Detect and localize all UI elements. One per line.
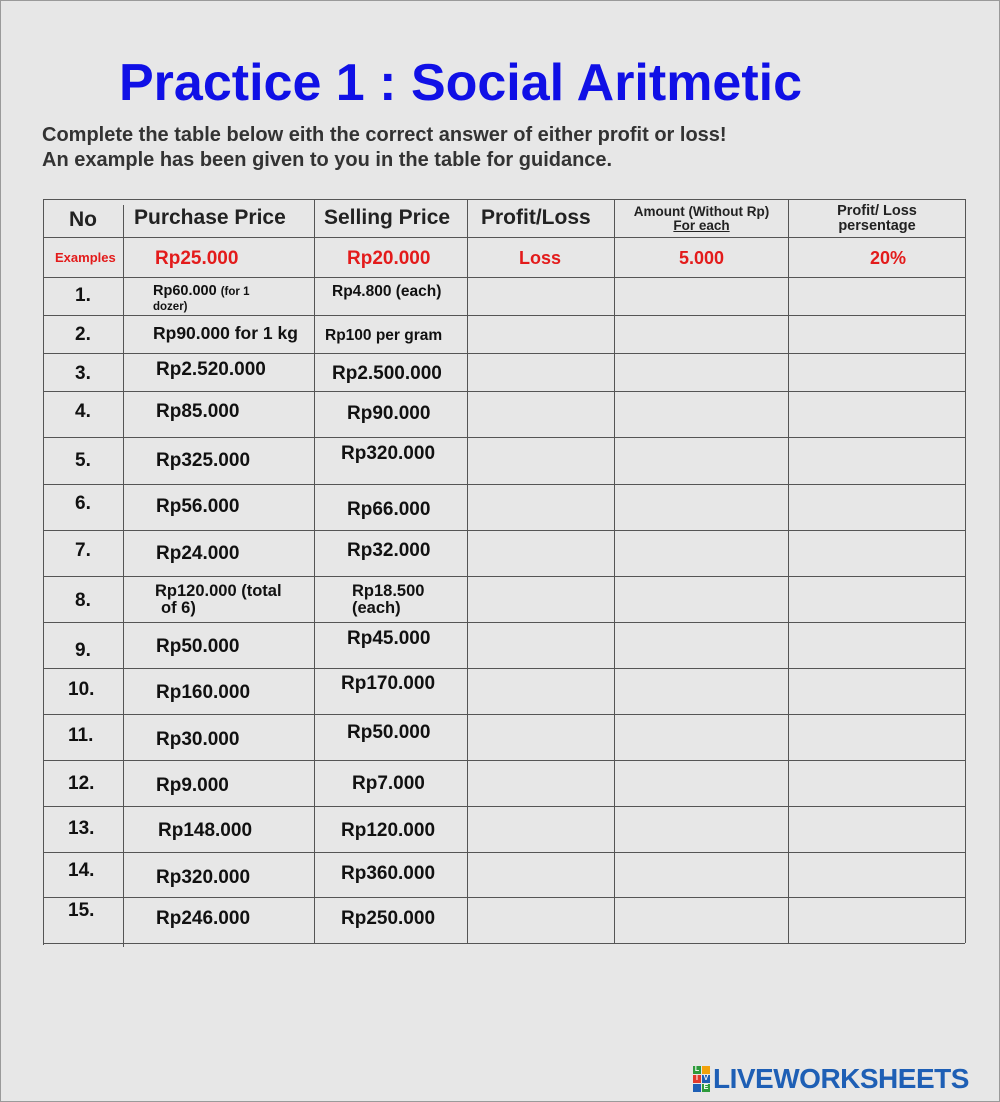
row-purchase: Rp160.000 <box>156 682 251 703</box>
instruction-line-1: Complete the table below eith the correct answer of either profit or loss! <box>42 124 727 146</box>
example-profit-loss: Loss <box>519 248 562 268</box>
row-number: 2. <box>75 324 91 345</box>
row-purchase: Rp56.000 <box>156 496 240 517</box>
instruction-line-2: An example has been given to you in the table for guidance. <box>42 149 613 171</box>
row-selling: Rp66.000 <box>347 499 431 520</box>
row-selling: Rp170.000 <box>341 673 436 694</box>
row-purchase: Rp30.000 <box>156 729 240 750</box>
row-purchase: Rp60.000 (for 1 dozer) <box>153 283 250 314</box>
liveworksheets-logo[interactable] <box>693 1063 969 1095</box>
page-title: Practice 1 : Social Aritmetic <box>119 54 803 112</box>
row-number: 14. <box>68 860 95 881</box>
row-selling: Rp120.000 <box>341 820 436 841</box>
example-amount: 5.000 <box>679 248 725 268</box>
row-number: 13. <box>68 818 95 839</box>
row-selling: Rp32.000 <box>347 540 431 561</box>
row-selling: Rp100 per gram <box>325 327 443 344</box>
row-purchase: Rp2.520.000 <box>156 359 266 380</box>
row-selling: Rp360.000 <box>341 863 436 884</box>
row-number: 9. <box>75 640 91 661</box>
row-purchase: Rp320.000 <box>156 867 251 888</box>
row-purchase: Rp50.000 <box>156 636 240 657</box>
header-purchase-price: Purchase Price <box>134 206 286 229</box>
row-purchase: Rp24.000 <box>156 543 240 564</box>
header-profit-loss: Profit/Loss <box>481 206 591 229</box>
row-purchase: Rp120.000 (total of 6) <box>155 582 282 618</box>
header-amount: Amount (Without Rp) For each <box>633 204 770 234</box>
header-selling-price: Selling Price <box>324 206 451 229</box>
row-selling: Rp18.500 (each) <box>352 582 425 618</box>
row-purchase: Rp90.000 for 1 kg <box>153 323 298 343</box>
header-no: No <box>69 208 97 231</box>
row-number: 15. <box>68 900 95 921</box>
row-selling: Rp2.500.000 <box>332 363 442 384</box>
row-number: 4. <box>75 401 91 422</box>
row-selling: Rp50.000 <box>347 722 431 743</box>
row-number: 3. <box>75 363 91 384</box>
row-number: 6. <box>75 493 91 514</box>
row-selling: Rp320.000 <box>341 443 436 464</box>
example-selling: Rp20.000 <box>347 248 431 269</box>
example-percentage: 20% <box>870 248 907 268</box>
logo-icon: L I V E <box>694 1066 709 1091</box>
row-purchase: Rp148.000 <box>158 820 253 841</box>
row-number: 5. <box>75 450 91 471</box>
example-purchase: Rp25.000 <box>155 248 239 269</box>
logo-text: LIVEWORKSHEETS <box>713 1063 969 1094</box>
row-number: 1. <box>75 285 91 306</box>
row-selling: Rp90.000 <box>347 403 431 424</box>
row-number: 7. <box>75 540 91 561</box>
row-selling: Rp4.800 (each) <box>332 283 442 300</box>
row-number: 11. <box>68 725 94 746</box>
row-number: 12. <box>68 773 95 794</box>
row-purchase: Rp9.000 <box>156 775 229 796</box>
row-purchase: Rp246.000 <box>156 908 251 929</box>
row-purchase: Rp325.000 <box>156 450 251 471</box>
row-number: 10. <box>68 679 95 700</box>
row-purchase: Rp85.000 <box>156 401 240 422</box>
row-selling: Rp45.000 <box>347 628 431 649</box>
row-selling: Rp250.000 <box>341 908 436 929</box>
row-selling: Rp7.000 <box>352 773 425 794</box>
example-label: Examples <box>55 250 116 265</box>
header-percentage: Profit/ Loss persentage <box>837 203 917 235</box>
row-number: 8. <box>75 590 91 611</box>
